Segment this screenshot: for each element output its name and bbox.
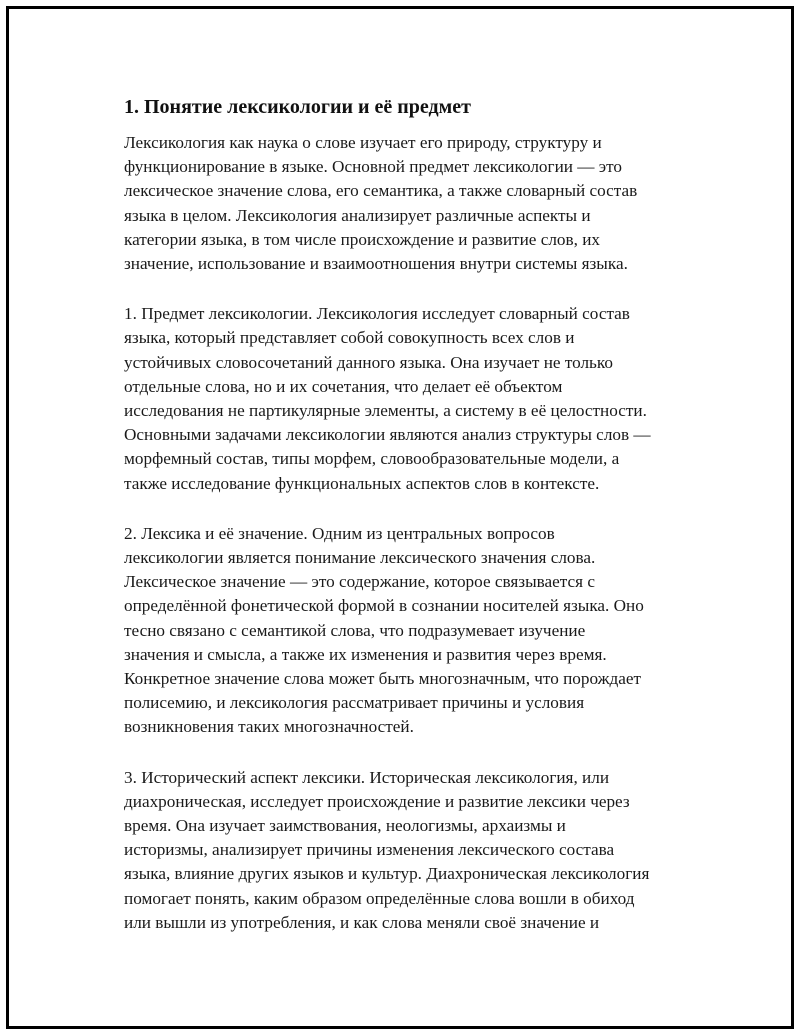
document-body: [124, 95, 704, 961]
text-line: языка в целом. Лексикология анализирует различные аспекты и: [124, 205, 591, 225]
text-line: тесно связано с семантикой слова, что подразумевает изучение: [124, 620, 586, 640]
text-line: возникновения таких многозначностей.: [124, 717, 414, 737]
text-line: полисемию, и лексикология рассматривает причины и условия: [124, 693, 585, 713]
text-line: исследования не партикулярные элементы, а систему в её целостности.: [124, 401, 647, 421]
paragraph-lexical-meaning: [124, 522, 704, 740]
text-line: лексикологии является понимание лексического значения слова.: [124, 548, 596, 568]
paragraph-intro: [124, 131, 704, 276]
text-line: категории языка, в том числе происхождение и развитие слов, их: [124, 229, 600, 249]
text-line: также исследование функциональных аспектов слов в контексте.: [124, 473, 600, 493]
text-line: значения и смысла, а также их изменения и развития через время.: [124, 644, 607, 664]
text-line: диахроническая, исследует происхождение и развитие лексики через: [124, 791, 630, 811]
text-line: Конкретное значение слова может быть многозначным, что порождает: [124, 669, 642, 689]
text-line: лексическое значение слова, его семантика, а также словарный состав: [124, 181, 638, 201]
text-line: историзмы, анализирует причины изменения лексического состава: [124, 840, 615, 860]
text-line: языка, влияние других языков и культур. Диахроническая лексикология: [124, 864, 650, 884]
text-line: 1. Предмет лексикологии. Лексикология исследует словарный состав: [124, 304, 630, 324]
text-line: 2. Лексика и её значение. Одним из центральных вопросов: [124, 523, 555, 543]
text-line: Основными задачами лексикологии являются анализ структуры слов —: [124, 425, 651, 445]
text-line: отдельные слова, но и их сочетания, что делает её объектом: [124, 376, 563, 396]
paragraph-historical-aspect: [124, 766, 704, 935]
paragraph-subject: [124, 302, 704, 496]
text-line: морфемный состав, типы морфем, словообразовательные модели, а: [124, 449, 620, 469]
text-line: Лексикология как наука о слове изучает его природу, структуру и: [124, 133, 602, 152]
text-line: значение, использование и взаимоотношения внутри системы языка.: [124, 254, 628, 274]
document-page: [6, 6, 794, 1029]
text-line: помогает понять, каким образом определённые слова вошли в обиход: [124, 888, 635, 908]
document-title: 1. Понятие лексикологии и её предмет: [124, 96, 471, 118]
text-line: определённой фонетической формой в сознании носителей языка. Оно: [124, 596, 644, 616]
text-line: функционирование в языке. Основной предмет лексикологии — это: [124, 157, 622, 177]
text-line: Лексическое значение — это содержание, которое связывается с: [124, 572, 595, 592]
text-line: 3. Исторический аспект лексики. Историческая лексикология, или: [124, 767, 610, 787]
text-line: время. Она изучает заимствования, неологизмы, архаизмы и: [124, 816, 566, 836]
text-line: устойчивых словосочетаний данного языка. Она изучает не только: [124, 352, 613, 372]
text-line: или вышли из употребления, и как слова меняли своё значение и: [124, 912, 600, 932]
text-line: языка, который представляет собой совокупность всех слов и: [124, 328, 575, 348]
